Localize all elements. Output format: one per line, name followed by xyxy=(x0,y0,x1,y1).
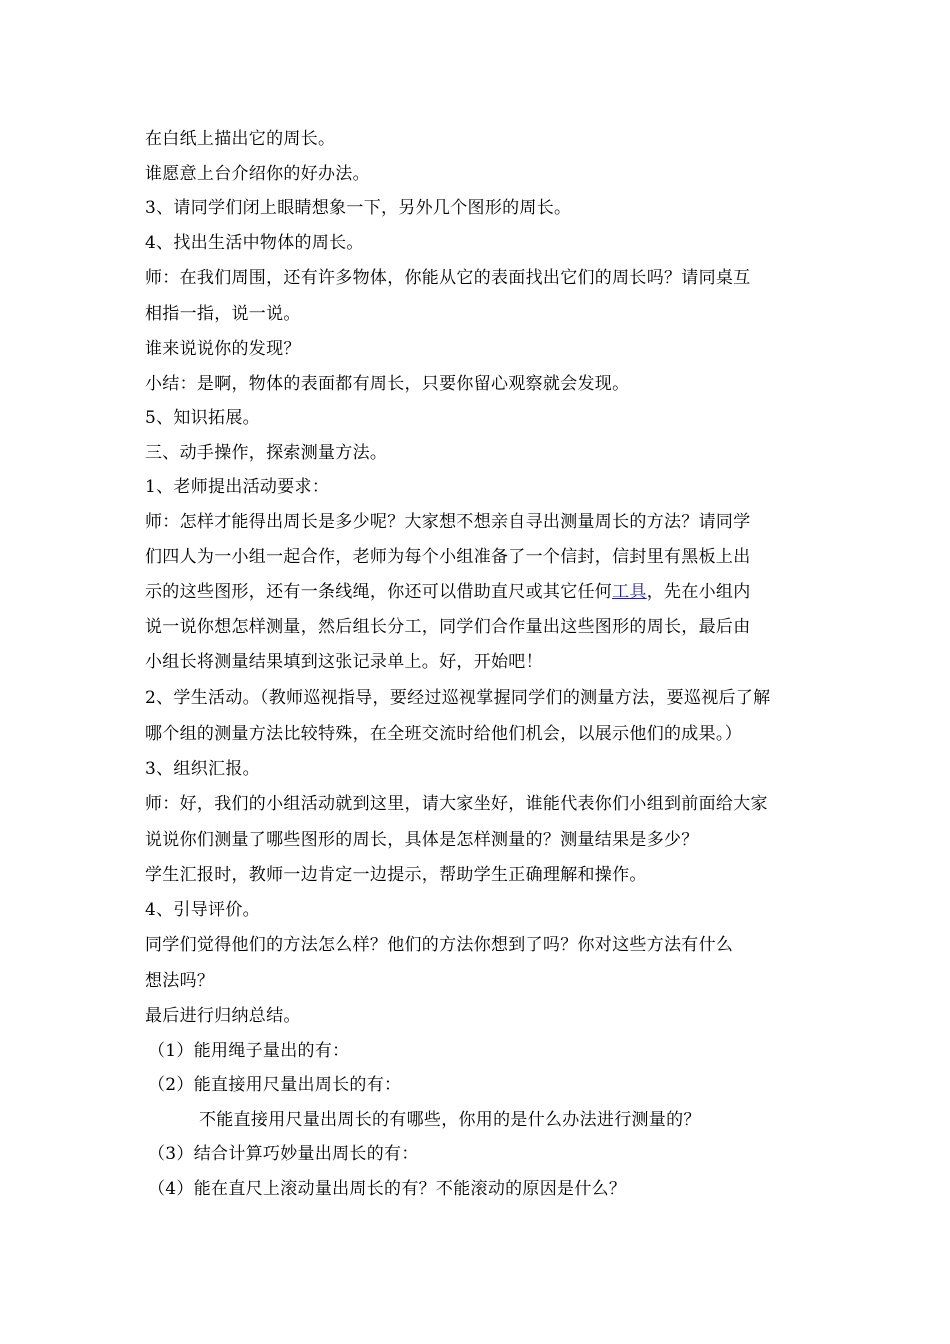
list-item: （1）能用绳子量出的有： xyxy=(148,1040,350,1061)
text-line-with-link xyxy=(145,575,815,610)
document-body xyxy=(145,122,815,1206)
text-line: 师：在我们周围，还有许多物体，你能从它的表面找出它们的周长吗？请同桌互 xyxy=(145,268,751,288)
text-fragment: 示的这些图形，还有一条线绳，你还可以借助直尺或其它任何 xyxy=(145,581,613,602)
step-heading: 1、老师提出活动要求： xyxy=(145,477,330,497)
step-heading: 5、知识拓展。 xyxy=(145,408,260,428)
text-line: 师：好，我们的小组活动就到这里，请大家坐好，谁能代表你们小组到前面给大家 xyxy=(145,794,768,814)
step-heading: 4、找出生活中物体的周长。 xyxy=(145,232,364,253)
list-item: （2）能直接用尺量出周长的有： xyxy=(148,1075,402,1095)
text-line: 们四人为一小组一起合作，老师为每个小组准备了一个信封，信封里有黑板上出 xyxy=(145,546,751,567)
text-line: 想法吗？ xyxy=(145,971,215,991)
summary-line: 小结：是啊，物体的表面都有周长，只要你留心观察就会发现。 xyxy=(145,373,630,394)
text-line: 同学们觉得他们的方法怎么样？他们的方法你想到了吗？你对这些方法有什么 xyxy=(145,935,734,955)
step-heading: 2、学生活动。（教师巡视指导，要经过巡视掌握同学们的测量方法，要巡视后了解 xyxy=(145,687,771,708)
text-line: 说一说你想怎样测量，然后组长分工，同学们合作量出这些图形的周长，最后由 xyxy=(145,616,751,637)
text-line: 哪个组的测量方法比较特殊，在全班交流时给他们机会，以展示他们的成果。） xyxy=(145,723,742,744)
text-line: 学生汇报时，教师一边肯定一边提示，帮助学生正确理解和操作。 xyxy=(145,865,647,885)
list-item: （3）结合计算巧妙量出周长的有： xyxy=(148,1144,419,1164)
tools-link[interactable]: 工具 xyxy=(612,581,647,602)
list-subitem: 不能直接用尺量出周长的有哪些，你用的是什么办法进行测量的？ xyxy=(199,1109,701,1130)
text-line: 谁愿意上台介绍你的好办法。 xyxy=(145,163,370,184)
text-line: 在白纸上描出它的周长。 xyxy=(145,129,336,149)
text-line: 谁来说说你的发现？ xyxy=(145,339,301,359)
text-line: 师：怎样才能得出周长是多少呢？大家想不想亲自寻出测量周长的方法？请同学 xyxy=(145,511,751,532)
step-heading: 3、请同学们闭上眼睛想象一下，另外几个图形的周长。 xyxy=(145,198,572,218)
step-heading: 3、组织汇报。 xyxy=(145,758,260,779)
section-heading: 三、动手操作，探索测量方法。 xyxy=(145,442,388,463)
list-item: （4）能在直尺上滚动量出周长的有？不能滚动的原因是什么？ xyxy=(148,1178,627,1199)
step-heading: 4、引导评价。 xyxy=(145,899,260,920)
text-line: 最后进行归纳总结。 xyxy=(145,1006,301,1026)
text-line: 说说你们测量了哪些图形的周长，具体是怎样测量的？测量结果是多少？ xyxy=(145,830,699,850)
text-line: 相指一指，说一说。 xyxy=(145,304,301,324)
text-fragment: ，先在小组内 xyxy=(646,581,751,602)
text-line: 小组长将测量结果填到这张记录单上。好，开始吧！ xyxy=(145,651,543,672)
